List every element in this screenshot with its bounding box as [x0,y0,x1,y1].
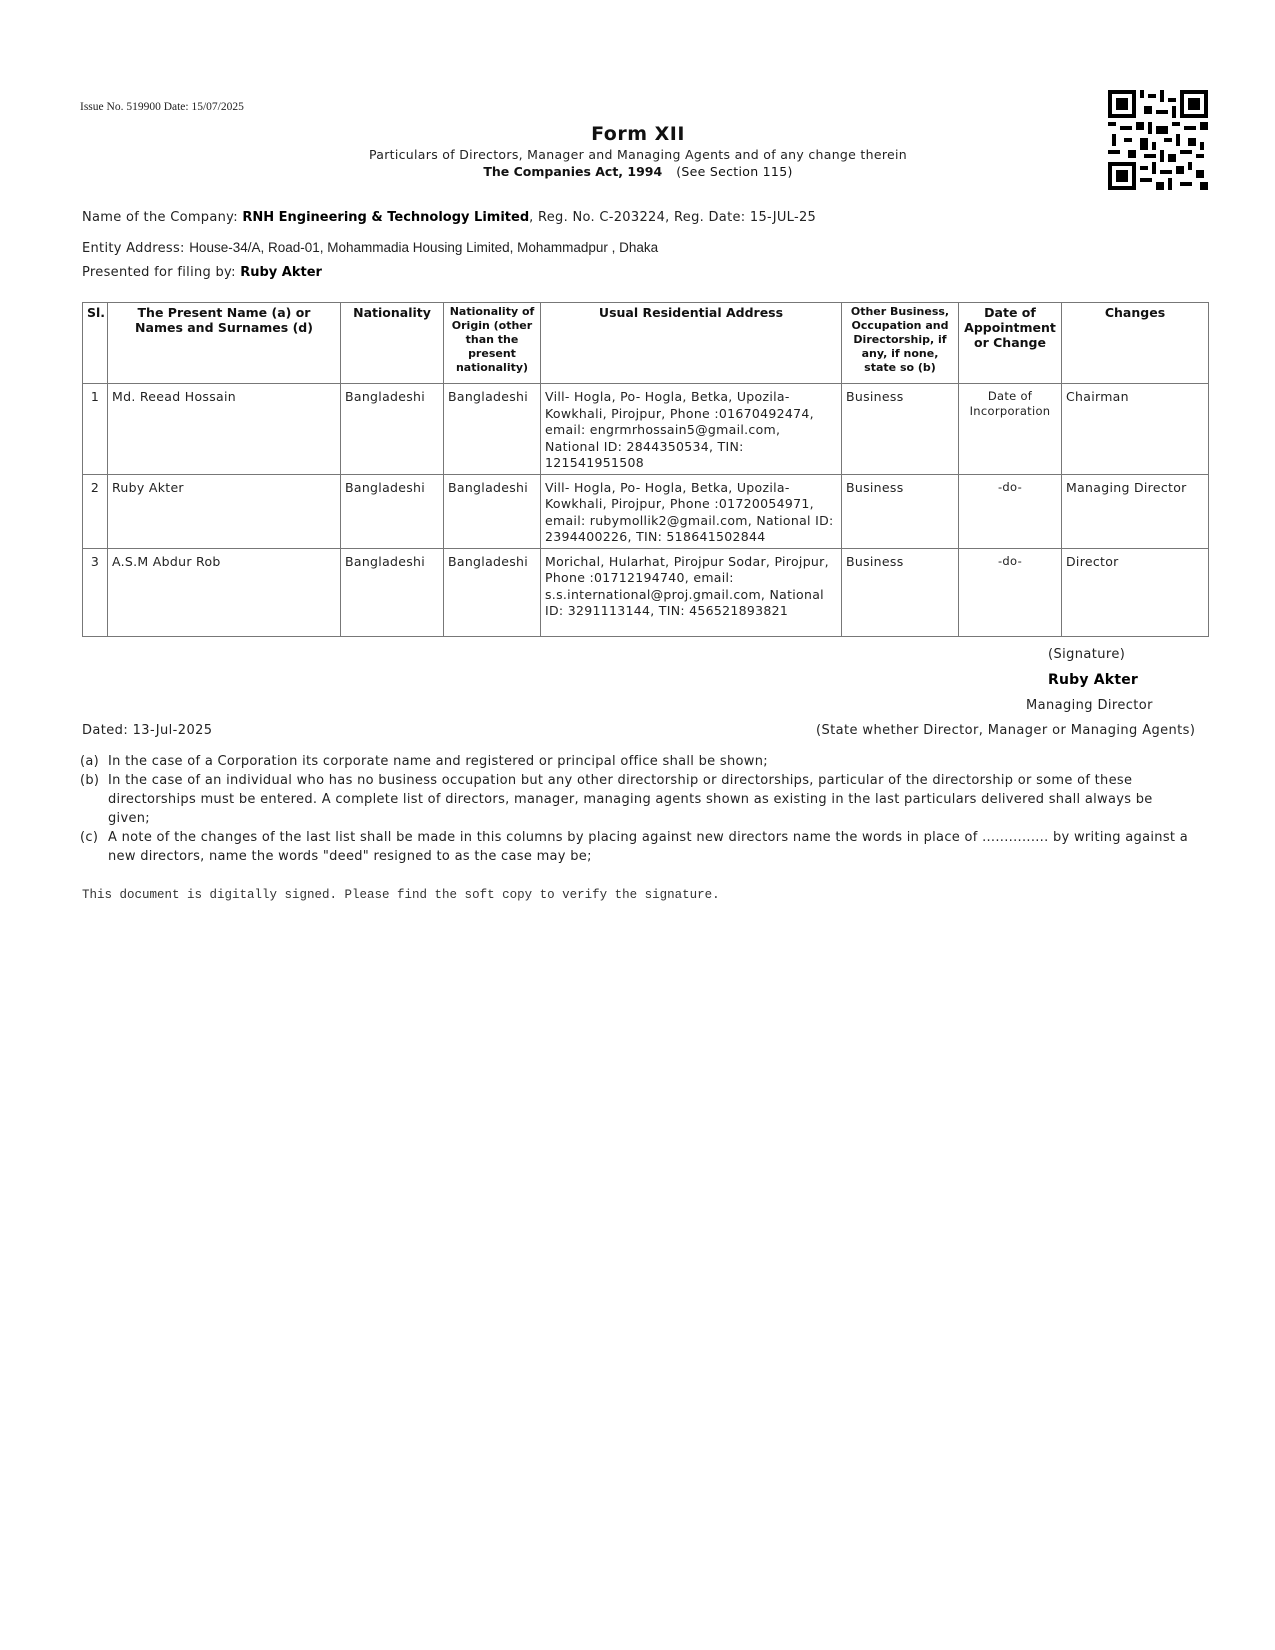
header-sl: Sl. [83,303,108,384]
cell-origin: Bangladeshi [444,384,541,475]
table-row [83,474,1209,548]
presented-by-line [82,265,322,280]
cell-business: Business [842,384,959,475]
header-nationality: Nationality [341,303,444,384]
cell-origin: Bangladeshi [444,474,541,548]
cell-changes: Director [1062,548,1209,636]
cell-business: Business [842,474,959,548]
footnote-text: A note of the changes of the last list shall be made in this columns by placing against new directors name the words in place of ............... by writing against a new directors, name the words "deed" resigned to as the case may be; [108,830,1188,864]
cell-date: Date of Incorporation [959,384,1062,475]
cell-date: -do- [959,474,1062,548]
cell-sl: 1 [83,384,108,475]
form-title: Form XII [591,123,685,145]
header-nationality-origin: Nationality of Origin (other than the present nationality) [444,303,541,384]
cell-name: A.S.M Abdur Rob [108,548,341,636]
cell-business: Business [842,548,959,636]
table-row [83,384,1209,475]
table-row [83,548,1209,636]
footnote-label: (c) [80,830,99,845]
designation-note: (State whether Director, Manager or Managing Agents) [816,723,1196,738]
footnote-text: In the case of an individual who has no business occupation but any other directorship or directorships, particular of the directorship or some of these directorships must be entered. A complete list of directors, manager, managing agents shown as existing in the last particulars delivered shall always be given; [108,773,1153,826]
header-date: Date of Appointment or Change [959,303,1062,384]
cell-sl: 2 [83,474,108,548]
cell-address: Vill- Hogla, Po- Hogla, Betka, Upozila-Kowkhali, Pirojpur, Phone :01720054971, email: rubymollik2@gmail.com, National ID: 2394400226, TIN: 518641502844 [541,474,842,548]
entity-address-label: Entity Address: [82,241,185,256]
company-name-line [82,210,816,225]
header-address: Usual Residential Address [541,303,842,384]
presented-by-label: Presented for filing by: [82,265,236,280]
qr-code-icon [1108,90,1208,190]
signature-label: (Signature) [1048,647,1126,662]
cell-nationality: Bangladeshi [341,384,444,475]
presented-by-name: Ruby Akter [240,265,322,280]
act-name: The Companies Act, 1994 [483,164,663,179]
footnote-b [80,771,1190,828]
footnotes [80,752,1190,866]
footnote-c [80,828,1190,866]
section-reference: (See Section 115) [676,164,793,179]
header-other-business: Other Business, Occupation and Directorship, if any, if none, state so (b) [842,303,959,384]
digital-signature-note: This document is digitally signed. Please find the soft copy to verify the signature. [82,888,720,902]
footnote-label: (a) [80,754,100,769]
header-name: The Present Name (a) or Names and Surnames (d) [108,303,341,384]
company-registration: , Reg. No. C-203224, Reg. Date: 15-JUL-25 [529,210,817,225]
cell-nationality: Bangladeshi [341,548,444,636]
footnote-text: In the case of a Corporation its corporate name and registered or principal office shall be shown; [108,754,768,769]
act-reference [300,163,976,180]
entity-address: House-34/A, Road-01, Mohammadia Housing Limited, Mohammadpur , Dhaka [189,240,659,255]
cell-sl: 3 [83,548,108,636]
cell-date: -do- [959,548,1062,636]
company-name-label: Name of the Company: [82,210,238,225]
form-subtitle: Particulars of Directors, Manager and Managing Agents and of any change therein [368,147,907,162]
cell-name: Ruby Akter [108,474,341,548]
signatory-designation: Managing Director [1026,698,1153,713]
cell-name: Md. Reead Hossain [108,384,341,475]
form-header [300,122,976,180]
dated-line: Dated: 13-Jul-2025 [82,723,213,738]
cell-changes: Chairman [1062,384,1209,475]
footnote-a [80,752,1190,771]
signatory-name: Ruby Akter [1048,672,1139,688]
cell-address: Vill- Hogla, Po- Hogla, Betka, Upozila-Kowkhali, Pirojpur, Phone :01670492474, email: engrmrhossain5@gmail.com, National ID: 2844350534, TIN: 121541951508 [541,384,842,475]
cell-address: Morichal, Hularhat, Pirojpur Sodar, Pirojpur, Phone :01712194740, email: s.s.international@proj.gmail.com, National ID: 3291113144, TIN: 456521893821 [541,548,842,636]
cell-changes: Managing Director [1062,474,1209,548]
footnote-label: (b) [80,773,100,788]
company-name: RNH Engineering & Technology Limited [242,210,530,225]
table-header-row [83,303,1209,384]
entity-address-line [82,240,658,256]
cell-nationality: Bangladeshi [341,474,444,548]
directors-table [82,302,1209,637]
issue-number-date: Issue No. 519900 Date: 15/07/2025 [80,101,244,113]
header-changes: Changes [1062,303,1209,384]
cell-origin: Bangladeshi [444,548,541,636]
